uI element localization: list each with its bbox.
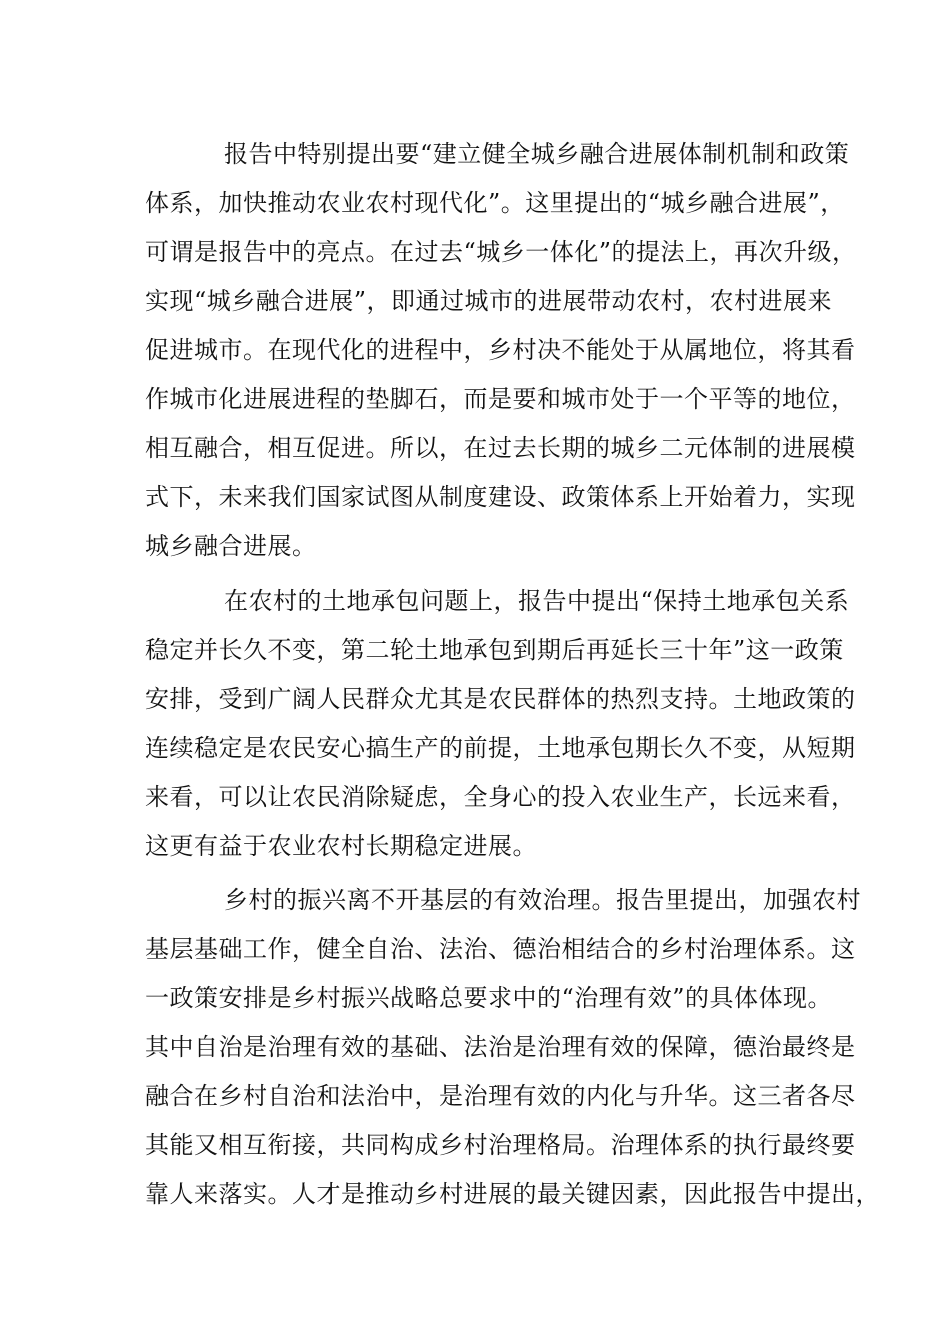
text-line: 基层基础工作，健全自治、法治、德治相结合的乡村治理体系。这 [145, 935, 856, 963]
text-line: 促进城市。在现代化的进程中，乡村决不能处于从属地位，将其看 [145, 336, 856, 364]
text-line: 连续稳定是农民安心搞生产的前提，土地承包期长久不变，从短期 [145, 734, 856, 762]
text-line: 靠人来落实。人才是推动乡村进展的最关键因素，因此报告中提出， [145, 1180, 880, 1208]
text-line: 乡村的振兴离不开基层的有效治理。报告里提出，加强农村 [224, 886, 861, 914]
text-line: 报告中特别提出要“建立健全城乡融合进展体制机制和政策 [224, 140, 850, 168]
text-line: 体系，加快推动农业农村现代化”。这里提出的“城乡融合进展”， [145, 189, 845, 217]
text-line: 可谓是报告中的亮点。在过去“城乡一体化”的提法上，再次升级， [145, 238, 857, 266]
text-line: 一政策安排是乡村振兴战略总要求中的“治理有效”的具体体现。 [145, 984, 833, 1012]
text-line: 相互融合，相互促进。所以，在过去长期的城乡二元体制的进展模 [145, 434, 856, 462]
text-line: 在农村的土地承包问题上，报告中提出“保持土地承包关系 [224, 587, 850, 615]
text-line: 其能又相互衔接，共同构成乡村治理格局。治理体系的执行最终要 [145, 1131, 856, 1159]
text-line: 来看，可以让农民消除疑虑，全身心的投入农业生产，长远来看， [145, 783, 856, 811]
text-line: 实现“城乡融合进展”，即通过城市的进展带动农村，农村进展来 [145, 287, 833, 315]
text-line: 式下，未来我们国家试图从制度建设、政策体系上开始着力，实现 [145, 483, 856, 511]
text-line: 其中自治是治理有效的基础、法治是治理有效的保障，德治最终是 [145, 1033, 856, 1061]
text-line: 这更有益于农业农村长期稳定进展。 [145, 832, 537, 860]
text-line: 融合在乡村自治和法治中，是治理有效的内化与升华。这三者各尽 [145, 1082, 856, 1110]
text-line: 城乡融合进展。 [145, 532, 317, 560]
text-line: 安排，受到广阔人民群众尤其是农民群体的热烈支持。土地政策的 [145, 685, 856, 713]
text-line: 稳定并长久不变，第二轮土地承包到期后再延长三十年”这一政策 [145, 636, 844, 664]
text-line: 作城市化进展进程的垫脚石，而是要和城市处于一个平等的地位， [145, 385, 856, 413]
